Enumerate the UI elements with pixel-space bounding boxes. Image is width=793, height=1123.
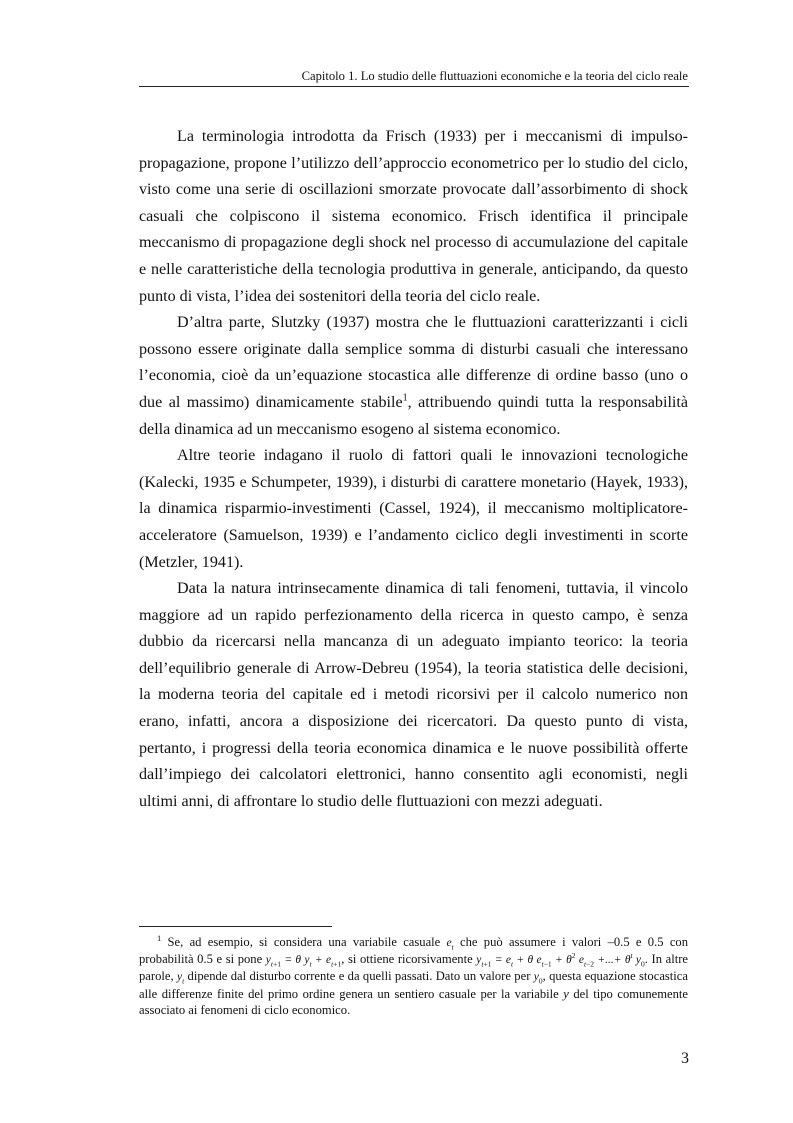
footnote-text-7: del tipo comunemente associato ai fenomeni di ciclo economico. xyxy=(139,986,688,1017)
footnote-text-2: che può assumere i valori –0.5 e 0.5 con probabilità 0.5 e si pone xyxy=(139,935,688,967)
paragraph-slutzky-text: D’altra parte, Slutzky (1937) mostra che le fluttuazioni caratterizzanti i cicli possono essere originate dalla semplice somma di disturbi casuali che interessano l’economia, cioè da un’equazione stocastica alle differenze di ordine basso (uno o due al massimo) dinamicamente stabile xyxy=(139,314,688,411)
footnote-ref[interactable]: 1 xyxy=(402,392,408,404)
running-header: Capitolo 1. Lo studio delle fluttuazioni economiche e la teoria del ciclo reale xyxy=(301,69,688,83)
footnote-text-3: , si ottiene ricorsivamente xyxy=(341,952,477,967)
math-e-t: $e_t$ xyxy=(446,937,454,952)
paragraph-theoretical-framework: Data la natura intrinsecamente dinamica di tali fenomeni, tuttavia, il vincolo maggiore ad un rapido perfezionamento della ricerca in questo campo, è senza dubbio da ricercarsi nella mancanza di un adeguato impianto teorico: la teoria dell’equilibrio generale di Arrow-Debreu (1954), la teoria statistica delle decisioni, la moderna teoria del capitale ed i metodi ricorsivi per il calcolo numerico non erano, infatti, ancora a disposizione dei ricercatori. Da questo punto di vista, pertanto, i progressi della teoria economica dinamica e le nuove possibilità offerte dall’impiego dei calcolatori elettronici, hanno consentito agli economisti, negli ultimi anni, di affrontare lo studio delle fluttuazioni con mezzi adeguati. xyxy=(139,580,688,810)
footnote-number: 1 xyxy=(157,932,162,943)
footnote-text-6: , questa equazione stocastica alle differenze finite del primo ordine genera un sentiero casuale per la variabile xyxy=(139,969,688,1001)
math-recursive-solution: $y_{t+1} = e_t + \theta$ $e_{t-1} + \theta^2$ $e_{t-2}$ +...+ $\theta^t$ $y_0$ xyxy=(476,951,645,969)
paragraph-other-theories: Altre teorie indagano il ruolo di fattori quali le innovazioni tecnologiche (Kalecki, 1935 e Schumpeter, 1939), i disturbi di carattere monetario (Hayek, 1933), la dinamica risparmio-investimenti (Cassel, 1924), il meccanismo moltiplicatore-acceleratore (Samuelson, 1939) e l’andamento ciclico degli investimenti in scorte (Metzler, 1941). xyxy=(139,447,688,571)
paragraph-frisch: La terminologia introdotta da Frisch (1933) per i meccanismi di impulso-propagazione, propone l’utilizzo dell’approccio econometrico per lo studio del ciclo, visto come una serie di oscillazioni smorzate provocate dall’assorbimento di shock casuali che colpiscono il sistema economico. Frisch identifica il principale meccanismo di propagazione degli shock nel processo di accumulazione del capitale e nelle caratteristiche della tecnologia produttiva in generale, anticipando, da questo punto di vista, l’idea dei sostenitori della teoria del ciclo reale. xyxy=(139,128,688,305)
page-number: 3 xyxy=(681,1050,689,1067)
paragraph-slutzky-tail: , attribuendo quindi tutta la responsabilità della dinamica ad un meccanismo esogeno al sistema economico. xyxy=(139,393,689,438)
footnote-text-5: dipende dal disturbo corrente e da quelli passati. Dato un valore per xyxy=(184,969,534,984)
math-ar1-equation: $y_{t+1} = \theta$ $y_t + e_{t+1}$ xyxy=(265,954,342,969)
paragraph-slutzky xyxy=(139,310,688,443)
header-rule xyxy=(139,86,689,87)
math-y-0: $y_0$ xyxy=(533,971,543,986)
footnote xyxy=(139,934,688,1018)
math-var-y: y xyxy=(563,986,569,1001)
footnote-text-4: . In altre parole, xyxy=(139,952,689,984)
body-text xyxy=(139,124,688,815)
footnote-text-1: Se, ad esempio, si considera una variabile casuale xyxy=(161,935,447,949)
footnote-rule xyxy=(139,926,332,927)
math-y-t: $y_t$ xyxy=(176,971,185,986)
